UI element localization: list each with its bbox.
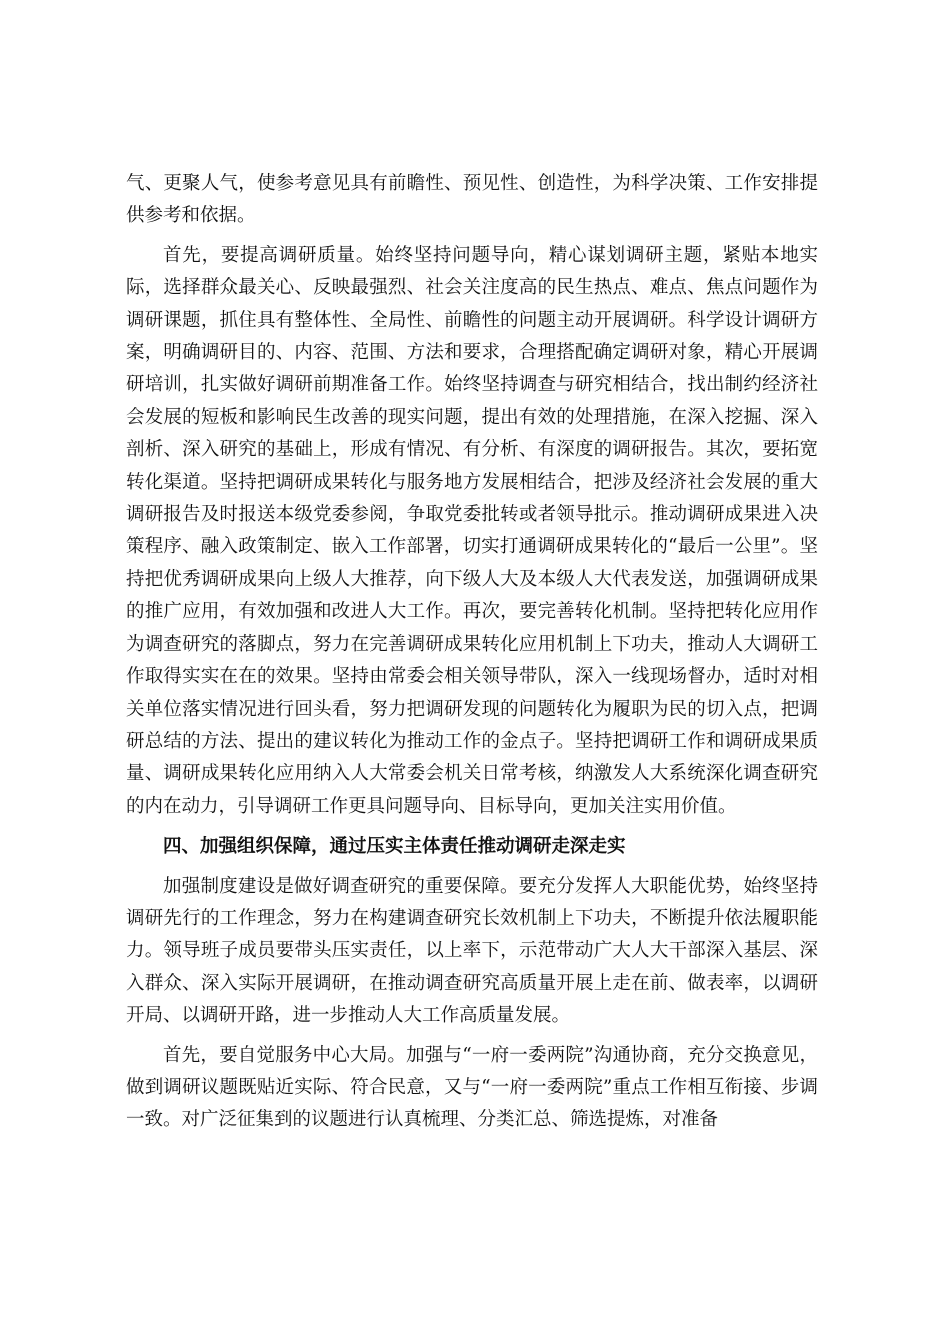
paragraph-organization-guarantee: 加强制度建设是做好调查研究的重要保障。要充分发挥人大职能优势，始终坚持调研先行的工作理念，努力在构建调查研究长效机制上下功夫，不断提升依法履职能力。领导班子成员要带头压实责任，以上率下，示范带动广大人大干部深入基层、深入群众、深入实际开展调研，在推动调查研究高质量开展上走在前、做表率，以调研开局、以调研开路，进一步推动人大工作高质量发展。 (126, 875, 818, 1027)
paragraph-research-quality: 首先，要提高调研质量。始终坚持问题导向，精心谋划调研主题，紧贴本地实际，选择群众最关心、反映最强烈、社会关注度高的民生热点、难点、焦点问题作为调研课题，抓住具有整体性、全局性、前瞻性的问题主动开展调研。科学设计调研方案，明确调研目的、内容、范围、方法和要求，合理搭配确定调研对象，精心开展调研培训，扎实做好调研前期准备工作。始终坚持调查与研究相结合，找出制约经济社会发展的短板和影响民生改善的现实问题，提出有效的处理措施，在深入挖掘、深入剖析、深入研究的基础上，形成有情况、有分析、有深度的调研报告。其次，要拓宽转化渠道。坚持把调研成果转化与服务地方发展相结合，把涉及经济社会发展的重大调研报告及时报送本级党委参阅，争取党委批转或者领导批示。推动调研成果进入决策程序、融入政策制定、嵌入工作部署，切实打通调研成果转化的“最后一公里”。坚持把优秀调研成果向上级人大推荐，向下级人大及本级人大代表发送，加强调研成果的推广应用，有效加强和改进人大工作。再次，要完善转化机制。坚持把转化应用作为调查研究的落脚点，努力在完善调研成果转化应用机制上下功夫，推动人大调研工作取得实实在在的效果。坚持由常委会相关领导带队，深入一线现场督办，适时对相关单位落实情况进行回头看，努力把调研发现的问题转化为履职为民的切入点，把调研总结的方法、提出的建议转化为推动工作的金点子。坚持把调研工作和调研成果质量、调研成果转化应用纳入人大常委会机关日常考核，纳激发人大系统深化调查研究的内在动力，引导调研工作更具问题导向、目标导向，更加关注实用价值。 (126, 244, 818, 817)
document-page (126, 168, 818, 1137)
paragraph-continuation: 气、更聚人气，使参考意见具有前瞻性、预见性、创造性，为科学决策、工作安排提供参考和依据。 (126, 173, 818, 227)
paragraph-serve-central-work: 首先，要自觉服务中心大局。加强与“一府一委两院”沟通协商，充分交换意见，做到调研议题既贴近实际、符合民意，又与“一府一委两院”重点工作相互衔接、步调一致。对广泛征集到的议题进行认真梳理、分类汇总、筛选提炼，对准备 (126, 1044, 818, 1131)
section-heading-4: 四、加强组织保障，通过压实主体责任推动调研走深走实 (163, 836, 626, 858)
